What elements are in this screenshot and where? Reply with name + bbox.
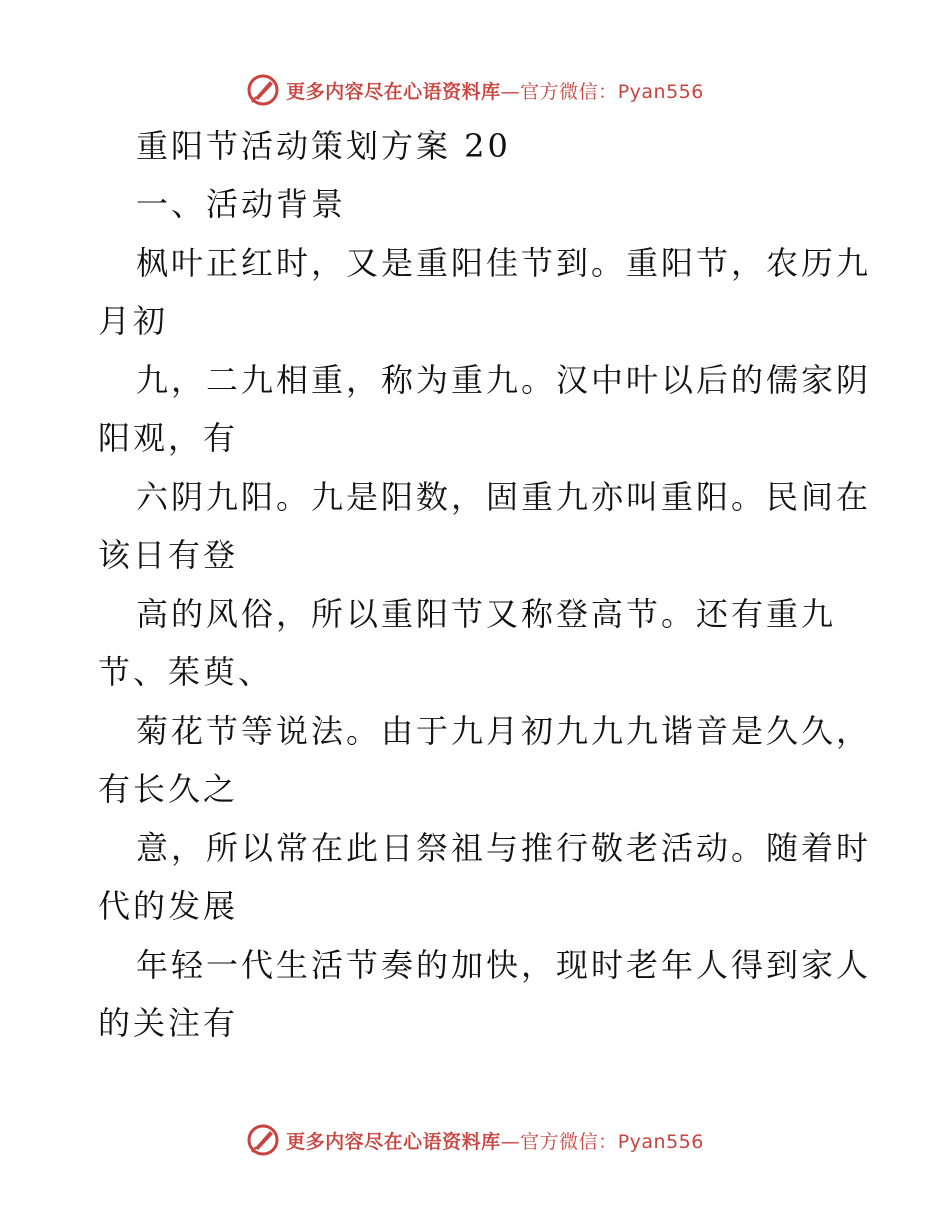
header-banner — [0, 70, 950, 110]
header-site-text: 更多内容尽在心语资料库 — [286, 80, 501, 103]
body-line: 菊花节等说法。由于九月初九九九谐音是久久， — [136, 712, 872, 750]
footer-wechat-label: 官方微信： — [520, 1130, 618, 1153]
body-line: 枫叶正红时，又是重阳佳节到。重阳节，农历九 — [136, 244, 872, 282]
footer-text — [286, 1127, 704, 1154]
quill-logo-icon — [246, 73, 280, 107]
body-line: 节、茱萸、 — [98, 653, 274, 691]
body-line: 的关注有 — [98, 1004, 239, 1042]
footer-separator: — — [500, 1130, 521, 1153]
body-line: 月初 — [98, 302, 169, 340]
body-line: 有长久之 — [98, 770, 239, 808]
body-line: 该日有登 — [98, 536, 239, 574]
header-text — [286, 77, 704, 104]
body-line: 代的发展 — [98, 887, 239, 925]
body-line: 年轻一代生活节奏的加快，现时老年人得到家人 — [136, 946, 872, 984]
header-separator: — — [500, 80, 521, 103]
body-line: 阳观，有 — [98, 419, 239, 457]
body-line: 意，所以常在此日祭祖与推行敬老活动。随着时 — [136, 829, 872, 867]
body-line: 高的风俗，所以重阳节又称登高节。还有重九 — [136, 595, 837, 633]
document-title: 重阳节活动策划方案 20 — [136, 127, 511, 165]
footer-wechat-id: Pyan556 — [617, 1130, 704, 1153]
header-wechat-label: 官方微信： — [520, 80, 618, 103]
footer-banner — [0, 1120, 950, 1160]
section-heading: 一、活动背景 — [136, 185, 347, 223]
footer-site-text: 更多内容尽在心语资料库 — [286, 1130, 501, 1153]
header-wechat-id: Pyan556 — [617, 80, 704, 103]
quill-logo-icon — [246, 1123, 280, 1157]
body-line: 九，二九相重，称为重九。汉中叶以后的儒家阴 — [136, 361, 872, 399]
body-line: 六阴九阳。九是阳数，固重九亦叫重阳。民间在 — [136, 478, 872, 516]
